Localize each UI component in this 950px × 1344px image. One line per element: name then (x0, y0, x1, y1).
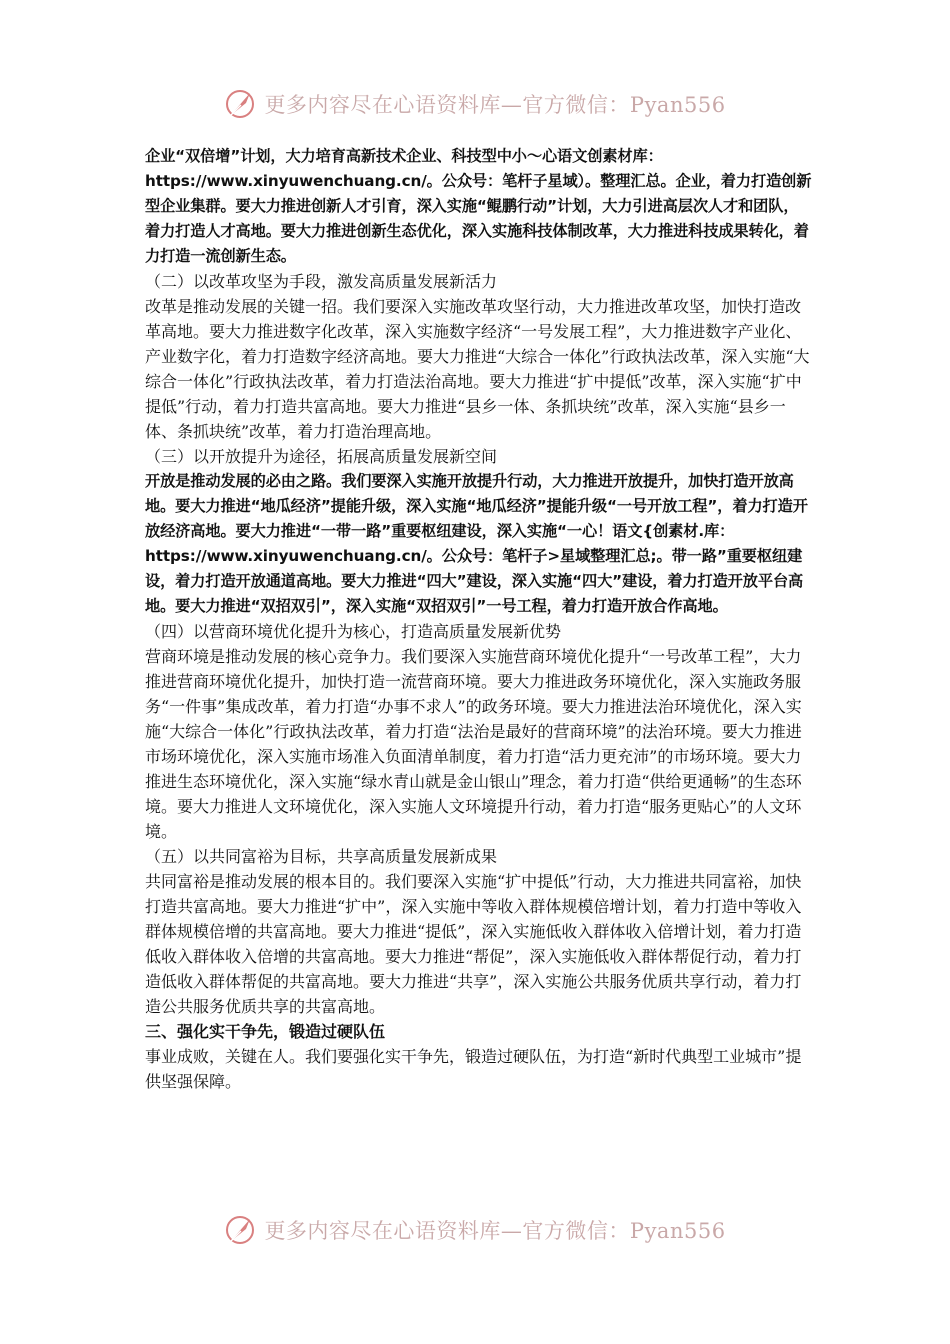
chapter-heading-3: 三、强化实干争先，锻造过硬队伍 (145, 1022, 386, 1041)
section-heading-2: （二）以改革攻坚为手段，激发高质量发展新活力 (145, 272, 498, 291)
paragraph-2: 改革是推动发展的关键一招。我们要深入实施改革攻坚行动，大力推进改革攻坚，加快打造改革高地。要大力推进数字化改革，深入实施数字经济“一号发展工程”，大力推进数字产业化、产业数字化，着力打造数字经济高地。要大力推进“大综合一体化”行政执法改革，深入实施“大综合一体化”行政执法改革，着力打造法治高地。要大力推进“扩中提低”改革，深入实施“扩中提低”行动，着力打造共富高地。要大力推进“县乡一体、条抓块统”改革，深入实施“县乡一体、条抓块统”改革，着力打造治理高地。 (145, 297, 810, 441)
header-banner-text: 更多内容尽在心语资料库—官方微信：Pyan556 (264, 93, 726, 117)
footer-banner-text: 更多内容尽在心语资料库—官方微信：Pyan556 (264, 1219, 726, 1243)
paragraph-4: 营商环境是推动发展的核心竞争力。我们要深入实施营商环境优化提升“一号改革工程”，大力推进营商环境优化提升，加快打造一流营商环境。要大力推进政务环境优化，深入实施政务服务“一件事”集成改革，着力打造“办事不求人”的政务环境。要大力推进法治环境优化，深入实施“大综合一体化”行政执法改革，着力打造“法治是最好的营商环境”的法治环境。要大力推进市场环境优化，深入实施市场准入负面清单制度，着力打造“活力更充沛”的市场环境。要大力推进生态环境优化，深入实施“绿水青山就是金山银山”理念，着力打造“供给更通畅”的生态环境。要大力推进人文环境优化，深入实施人文环境提升行动，着力打造“服务更贴心”的人文环境。 (145, 647, 802, 841)
quill-logo-icon (224, 87, 258, 121)
paragraph-3: 开放是推动发展的必由之路。我们要深入实施开放提升行动，大力推进开放提升，加快打造开放高地。要大力推进“地瓜经济”提能升级，深入实施“地瓜经济”提能升级“一号开放工程”，着力打造开放经济高地。要大力推进“一带一路”重要枢纽建设，深入实施“一心！语文{创素材.库：https://www.xinyuwenchuang.cn/。公众号：笔杆子>星域整理汇总;。带一路”重要枢纽建设，着力打造开放通道高地。要大力推进“四大”建设，深入实施“四大”建设，着力打造开放平台高地。要大力推进“双招双引”，深入实施“双招双引”一号工程，着力打造开放合作高地。 (145, 472, 808, 615)
document-body (145, 144, 813, 1094)
section-heading-4: （四）以营商环境优化提升为核心，打造高质量发展新优势 (145, 622, 562, 641)
quill-logo-icon (224, 1213, 258, 1247)
footer-banner (0, 1210, 950, 1250)
paragraph-6: 事业成败，关键在人。我们要强化实干争先，锻造过硬队伍，为打造“新时代典型工业城市”提供坚强保障。 (145, 1047, 802, 1091)
header-banner (0, 84, 950, 124)
paragraph-1: 企业“双倍增”计划，大力培育高新技术企业、科技型中小～心语文创素材库：https://www.xinyuwenchuang.cn/。公众号：笔杆子星域）。整理汇总。企业，着力打造创新型企业集群。要大力推进创新人才引育，深入实施“鲲鹏行动”计划，大力引进高层次人才和团队，着力打造人才高地。要大力推进创新生态优化，深入实施科技体制改革，大力推进科技成果转化，着力打造一流创新生态。 (145, 147, 812, 265)
paragraph-5: 共同富裕是推动发展的根本目的。我们要深入实施“扩中提低”行动，大力推进共同富裕，加快打造共富高地。要大力推进“扩中”，深入实施中等收入群体规模倍增计划，着力打造中等收入群体规模倍增的共富高地。要大力推进“提低”，深入实施低收入群体收入倍增计划，着力打造低收入群体收入倍增的共富高地。要大力推进“帮促”，深入实施低收入群体帮促行动，着力打造低收入群体帮促的共富高地。要大力推进“共享”，深入实施公共服务优质共享行动，着力打造公共服务优质共享的共富高地。 (145, 872, 802, 1016)
section-heading-5: （五）以共同富裕为目标，共享高质量发展新成果 (145, 847, 498, 866)
section-heading-3: （三）以开放提升为途径，拓展高质量发展新空间 (145, 447, 498, 466)
